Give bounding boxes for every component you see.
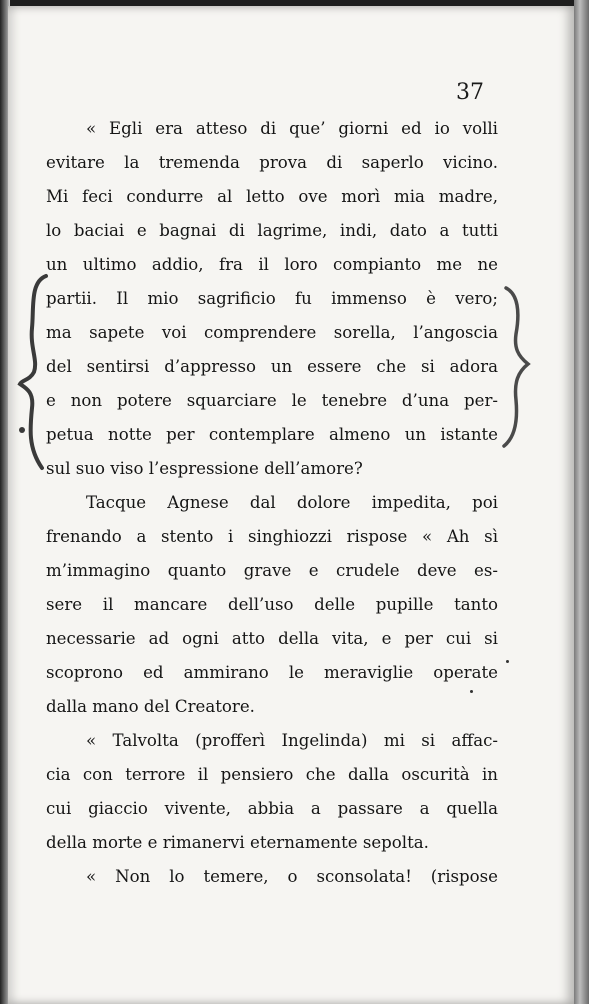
text-line: scoprono ed ammirano le meraviglie operate [46, 663, 498, 682]
page-number: 37 [456, 80, 484, 105]
text-line: e non potere squarciare le tenebre d’una per- [46, 391, 498, 410]
ink-speck [506, 660, 509, 663]
text-line: m’immagino quanto grave e crudele deve es- [46, 561, 498, 580]
text-line: petua notte per contemplare almeno un istante [46, 425, 498, 444]
text-line: evitare la tremenda prova di saperlo vicino. [46, 153, 498, 172]
text-line: sul suo viso l’espressione dell’amore? [46, 459, 363, 478]
text-line: cia con terrore il pensiero che dalla oscurità in [46, 765, 498, 784]
text-line: della morte e rimanervi eternamente sepolta. [46, 833, 429, 852]
text-line: Mi feci condurre al letto ove morì mia madre, [46, 187, 498, 206]
text-line: del sentirsi d’appresso un essere che si adora [46, 357, 498, 376]
book-right-edge [574, 0, 589, 1004]
text-line: sere il mancare dell’uso delle pupille tanto [46, 595, 498, 614]
text-line: partii. Il mio sagrificio fu immenso è vero; [46, 289, 498, 308]
text-line: « Egli era atteso di que’ giorni ed io volli [86, 119, 498, 138]
text-line: ma sapete voi comprendere sorella, l’angoscia [46, 323, 498, 342]
text-line: frenando a stento i singhiozzi rispose « Ah sì [46, 527, 498, 546]
right-handwritten-brace [500, 282, 540, 452]
text-line: « Non lo temere, o sconsolata! (rispose [86, 867, 498, 886]
text-line: Tacque Agnese dal dolore impedita, poi [86, 493, 498, 512]
text-line: un ultimo addio, fra il loro compianto me ne [46, 255, 498, 274]
text-line: necessarie ad ogni atto della vita, e per cui si [46, 629, 498, 648]
text-line: « Talvolta (profferì Ingelinda) mi si affac- [86, 731, 498, 750]
text-line: dalla mano del Creatore. [46, 697, 255, 716]
text-line: cui giaccio vivente, abbia a passare a quella [46, 799, 498, 818]
text-line: lo baciai e bagnai di lagrime, indi, dato a tutti [46, 221, 498, 240]
body-text [46, 112, 498, 894]
